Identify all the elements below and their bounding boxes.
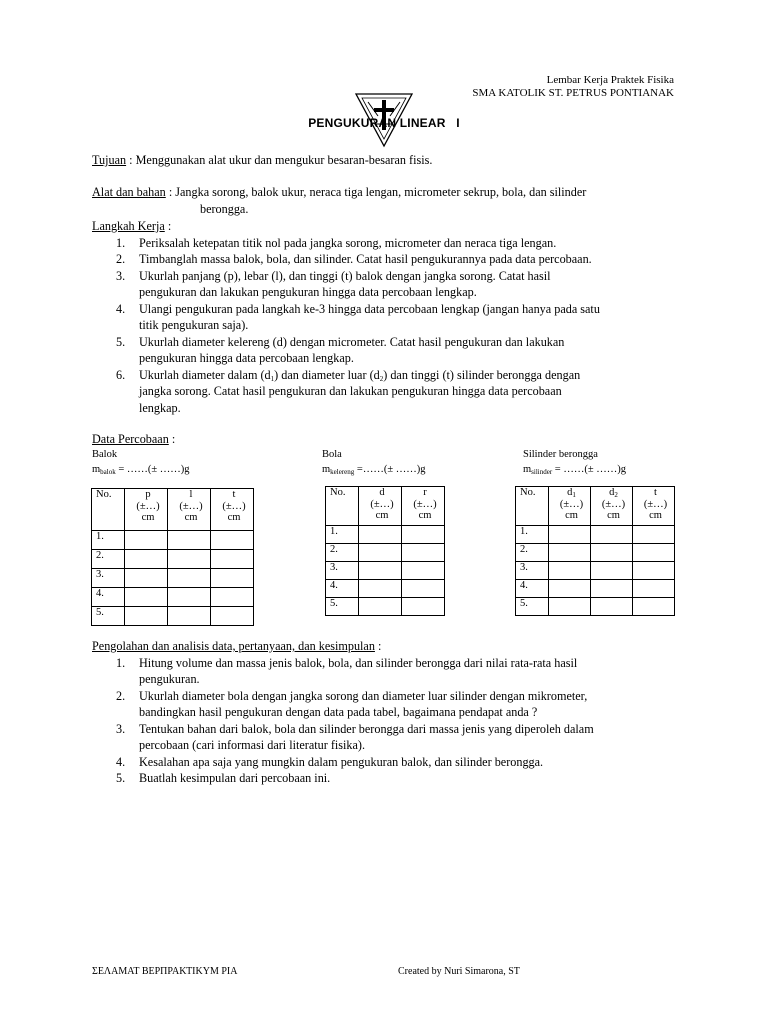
bola-table: [325, 486, 445, 616]
row-number: 3.: [92, 569, 125, 588]
row-number: 2.: [516, 544, 549, 562]
table-cell[interactable]: [633, 544, 675, 562]
table-cell[interactable]: [125, 550, 168, 569]
pengolahan-label: Pengolahan dan analisis data, pertanyaan, dan kesimpulan: [92, 639, 375, 653]
list-item: 5. Buatlah kesimpulan dari percobaan ini.: [116, 771, 331, 785]
table-cell[interactable]: [549, 526, 591, 544]
row-number: 3.: [326, 562, 359, 580]
column-header: No.: [516, 487, 549, 526]
table-cell[interactable]: [591, 544, 633, 562]
table-row: [92, 569, 254, 588]
table-cell[interactable]: [633, 526, 675, 544]
list-item: 1. Periksalah ketepatan titik nol pada jangka sorong, micrometer dan neraca tiga lengan.: [116, 235, 557, 250]
table-row: [326, 562, 445, 580]
data-percobaan-label: Data Percobaan: [92, 432, 169, 446]
column-header: No.: [92, 489, 125, 531]
header-school-info: [472, 74, 674, 99]
table-cell[interactable]: [211, 588, 254, 607]
row-number: 5.: [326, 598, 359, 616]
list-item: 2. Timbanglah massa balok, bola, dan silinder. Catat hasil pengukurannya pada data percobaan.: [116, 252, 592, 266]
header-line-1: Lembar Kerja Praktek Fisika: [546, 74, 674, 86]
table-cell[interactable]: [211, 607, 254, 626]
langkah-list: [92, 235, 692, 367]
list-item: 2. Ukurlah diameter bola dengan jangka sorong dan diameter luar silinder dengan mikrometer, bandingkan hasil pengukuran dengan data pada tabel, bagaimana pendapat anda ?: [116, 688, 588, 719]
footer-left: ΣΕΛΑΜΑΤ ΒΕΡΠΡΑΚΤΙΚΥΜ ΡΙΑ: [92, 966, 238, 977]
row-number: 4.: [326, 580, 359, 598]
column-header: t (±…) cm: [633, 487, 675, 526]
table-cell[interactable]: [549, 580, 591, 598]
table-cell[interactable]: [633, 580, 675, 598]
tujuan-text: : Menggunakan alat ukur dan mengukur besaran-besaran fisis.: [126, 153, 433, 167]
table-cell[interactable]: [125, 569, 168, 588]
table-cell[interactable]: [168, 569, 211, 588]
column-header: No.: [326, 487, 359, 526]
table-header-row: [326, 487, 445, 526]
table-cell[interactable]: [402, 526, 445, 544]
list-item: 6. Ukurlah diameter dalam $(d_1)$ dan diameter luar $(d_2)$ dan tinggi (t) silinder berongga dengan jangka sorong. Catat hasil pengukuran dan lakukan pengukuran hingga data percobaan lengkap.: [116, 367, 581, 415]
table-row: [326, 598, 445, 616]
table-cell[interactable]: [591, 580, 633, 598]
table-row: [516, 580, 675, 598]
alat-text-2: berongga.: [200, 201, 249, 216]
table-cell[interactable]: [168, 531, 211, 550]
table-cell[interactable]: [591, 562, 633, 580]
table-row: [326, 580, 445, 598]
table-cell[interactable]: [359, 562, 402, 580]
data-percobaan-heading: Data Percobaan :: [92, 432, 176, 446]
table-cell[interactable]: [168, 588, 211, 607]
silinder-caption: Silinder berongga $m_{silinder}$ = ……(± ……)g: [523, 449, 626, 476]
table-row: [516, 544, 675, 562]
row-number: 5.: [92, 607, 125, 626]
table-row: [326, 526, 445, 544]
column-header: r (±…) cm: [402, 487, 445, 526]
list-item: 1. Hitung volume dan massa jenis balok, bola, dan silinder berongga dari nilai rata-rata hasil pengukuran.: [116, 655, 578, 686]
table-cell[interactable]: [633, 562, 675, 580]
list-item: 5. Ukurlah diameter kelereng (d) dengan micrometer. Catat hasil pengukuran dan lakukan pengukuran hingga data percobaan lengkap.: [116, 334, 565, 365]
table-header-row: [92, 489, 254, 531]
table-cell[interactable]: [125, 607, 168, 626]
alat-bahan-section: [92, 184, 692, 217]
row-number: 4.: [516, 580, 549, 598]
table-row: [92, 588, 254, 607]
table-cell[interactable]: [359, 544, 402, 562]
table-cell[interactable]: [211, 550, 254, 569]
tujuan-label: Tujuan: [92, 153, 127, 167]
silinder-table: [515, 486, 675, 616]
row-number: 2.: [92, 550, 125, 569]
table-cell[interactable]: [211, 531, 254, 550]
table-cell[interactable]: [549, 544, 591, 562]
table-cell[interactable]: [211, 569, 254, 588]
pengolahan-list: [92, 655, 692, 787]
balok-table: [91, 488, 254, 626]
bola-caption: Bola $m_{kelereng}$ =……(± ……)g: [322, 449, 426, 476]
table-row: [92, 607, 254, 626]
table-cell[interactable]: [402, 562, 445, 580]
table-cell[interactable]: [168, 550, 211, 569]
table-row: [516, 598, 675, 616]
alat-text: : Jangka sorong, balok ukur, neraca tiga lengan, micrometer sekrup, bola, dan silinder: [165, 185, 587, 199]
table-cell[interactable]: [402, 580, 445, 598]
table-cell[interactable]: [359, 526, 402, 544]
alat-label: Alat dan bahan: [92, 185, 166, 199]
list-item: 3. Tentukan bahan dari balok, bola dan silinder berongga dari massa jenis yang diperoleh dalam percobaan (cari informasi dari literatur fisika).: [116, 721, 594, 752]
table-row: [516, 526, 675, 544]
row-number: 1.: [92, 531, 125, 550]
table-cell[interactable]: [125, 588, 168, 607]
footer-right: Created by Nuri Simarona, ST: [398, 966, 520, 977]
table-cell[interactable]: [402, 598, 445, 616]
row-number: 5.: [516, 598, 549, 616]
row-number: 2.: [326, 544, 359, 562]
page-title: PENGUKURAN LINEAR I: [308, 116, 460, 130]
table-cell[interactable]: [125, 531, 168, 550]
row-number: 4.: [92, 588, 125, 607]
table-cell[interactable]: [168, 607, 211, 626]
table-cell[interactable]: [359, 598, 402, 616]
column-header: l (±…) cm: [168, 489, 211, 531]
table-cell[interactable]: [633, 598, 675, 616]
table-header-row: [516, 487, 675, 526]
column-header: $d_1$ (±…) cm: [549, 487, 591, 526]
row-number: 1.: [516, 526, 549, 544]
table-row: [92, 531, 254, 550]
column-header: t (±…) cm: [211, 489, 254, 531]
list-item: 4. Kesalahan apa saja yang mungkin dalam pengukuran balok, dan silinder berongga.: [116, 754, 544, 769]
header-line-2: SMA KATOLIK ST. PETRUS PONTIANAK: [472, 86, 674, 99]
table-cell[interactable]: [549, 598, 591, 616]
table-cell[interactable]: [591, 526, 633, 544]
table-cell[interactable]: [549, 562, 591, 580]
row-number: 1.: [326, 526, 359, 544]
table-row: [326, 544, 445, 562]
table-cell[interactable]: [359, 580, 402, 598]
column-header: d (±…) cm: [359, 487, 402, 526]
pengolahan-section: Pengolahan dan analisis data, pertanyaan, dan kesimpulan : 1. Hitung volume dan massa jenis balok, bola, dan silinder berongga dari nilai rata-rata hasil pengukuran. 2. Ukurlah diameter bola dengan jangka sorong dan diameter luar silinder dengan mikrometer, bandingkan hasil pengukuran dengan data pada tabel, bagaimana pendapat anda ? 3. Tentukan bahan dari balok, bola dan silinder berongga dari massa jenis yang diperoleh dalam percobaan (cari informasi dari literatur fisika). 4. Kesalahan apa saja yang mungkin dalam pengukuran balok, dan silinder berongga. 5. Buatlah kesimpulan dari percobaan ini.: [92, 638, 692, 787]
langkah-kerja-section: Langkah Kerja : 1. Periksalah ketepatan titik nol pada jangka sorong, micrometer dan neraca tiga lengan. 2. Timbanglah massa balok, bola, dan silinder. Catat hasil pengukurannya pada data percobaan. 3. Ukurlah panjang (p), lebar (l), dan tinggi (t) balok dengan jangka sorong. Catat hasil pengukuran dan lakukan pengukuran hingga data percobaan lengkap. 4. Ulangi pengukuran pada langkah ke-3 hingga data percobaan lengkap (jangan hanya pada satu titik pengukuran saja). 5. Ukurlah diameter kelereng (d) dengan micrometer. Catat hasil pengukuran dan lakukan pengukuran hingga data percobaan lengkap. 6. Ukurlah diameter dalam $(d_1)$ dan diameter luar $(d_2)$ dan tinggi (t) silinder berongga dengan jangka sorong. Catat hasil pengukuran dan lakukan pengukuran hingga data percobaan lengkap.: [92, 218, 692, 416]
langkah-label: Langkah Kerja: [92, 219, 165, 233]
table-cell[interactable]: [402, 544, 445, 562]
table-row: [516, 562, 675, 580]
balok-caption: Balok $m_{balok}$ = ……(± ……)g: [92, 449, 190, 476]
column-header: $d_2$ (±…) cm: [591, 487, 633, 526]
langkah-item-6: [92, 367, 692, 417]
table-cell[interactable]: [591, 598, 633, 616]
tujuan-line: [92, 152, 432, 169]
table-row: [92, 550, 254, 569]
column-header: p (±…) cm: [125, 489, 168, 531]
row-number: 3.: [516, 562, 549, 580]
list-item: 3. Ukurlah panjang (p), lebar (l), dan tinggi (t) balok dengan jangka sorong. Catat hasil pengukuran dan lakukan pengukuran hingga data percobaan lengkap.: [116, 268, 551, 299]
list-item: 4. Ulangi pengukuran pada langkah ke-3 hingga data percobaan lengkap (jangan hanya pada satu titik pengukuran saja).: [116, 301, 600, 332]
